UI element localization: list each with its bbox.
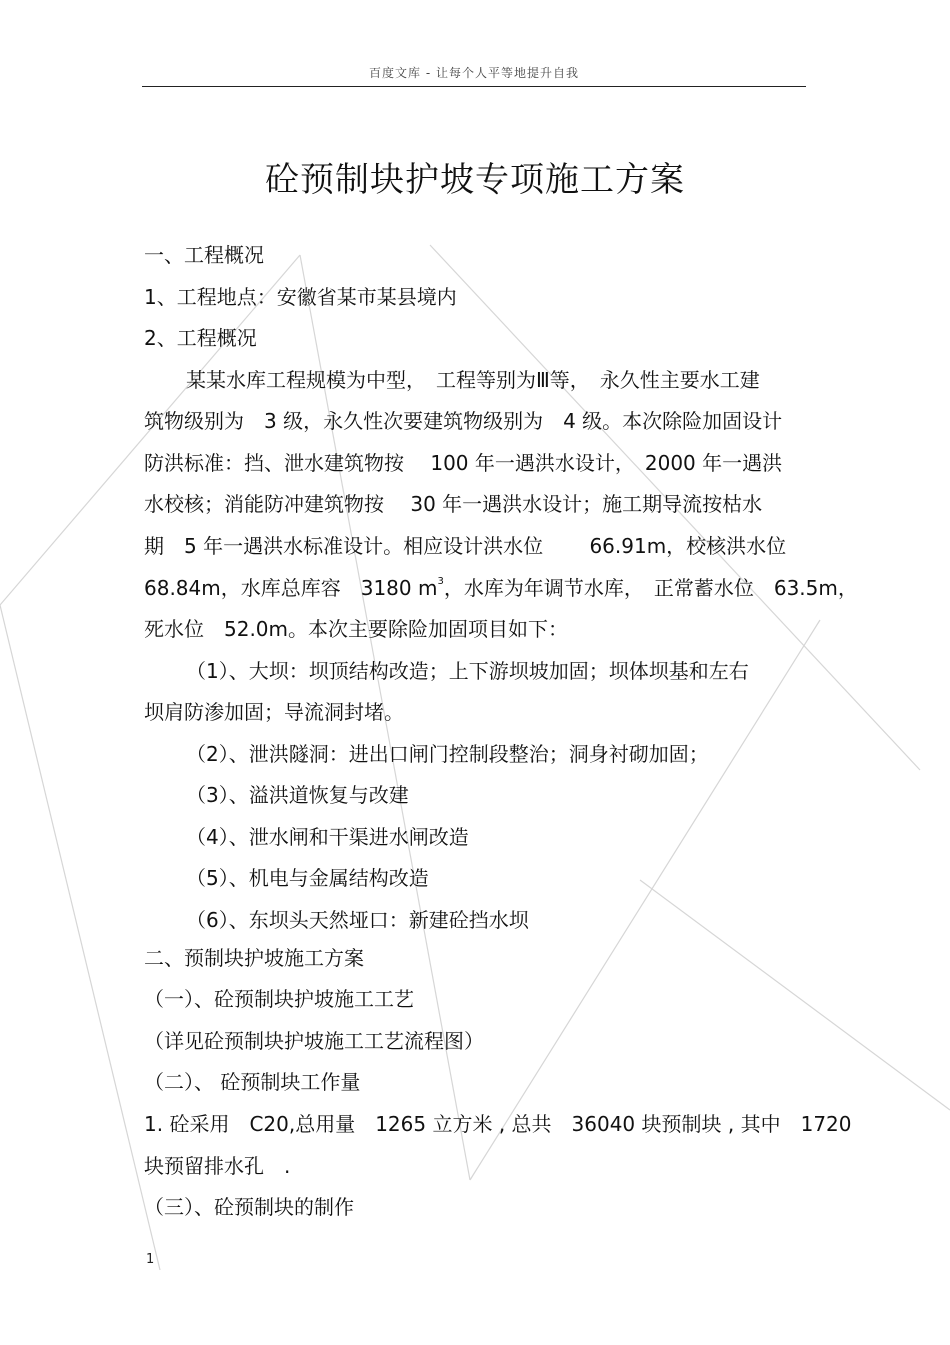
paragraph-line-capacity	[144, 574, 858, 607]
page-header: 百度文库 - 让每个人平等地提升自我	[369, 66, 579, 80]
paragraph-line: 防洪标准：挡、泄水建筑物按 100 年一遇洪水设计， 2000 年一遇洪	[144, 451, 783, 475]
page-number: 1	[146, 1252, 155, 1267]
subsection-heading: （二）、 砼预制块工作量	[144, 1070, 361, 1094]
section-heading-1: 一、工程概况	[144, 243, 264, 267]
paragraph-line: 筑物级别为 3 级，永久性次要建筑物级别为 4 级。本次除险加固设计	[144, 409, 783, 433]
text-segment: ，水库为年调节水库， 正常蓄水位 63.5m，	[443, 576, 858, 600]
paragraph-line: （详见砼预制块护坡施工工艺流程图）	[144, 1029, 484, 1053]
text-segment: 68.84m，水库总库容 3180 m	[144, 576, 438, 600]
list-item: （4）、泄水闸和干渠进水闸改造	[186, 825, 469, 849]
list-item: （6）、东坝头天然垭口：新建砼挡水坝	[186, 908, 529, 932]
subsection-heading: （三）、砼预制块的制作	[144, 1195, 354, 1219]
subsection-heading: （一）、砼预制块护坡施工工艺	[144, 987, 414, 1011]
document-title: 砼预制块护坡专项施工方案	[265, 160, 685, 200]
paragraph-line: 水校核；消能防冲建筑物按 30 年一遇洪水设计；施工期导流按枯水	[144, 492, 763, 516]
header-divider	[142, 86, 806, 87]
paragraph-line: 块预留排水孔 .	[144, 1154, 291, 1178]
paragraph-line: 1. 砼采用 C20,总用量 1265 立方米 , 总共 36040 块预制块 , 其中 1720	[144, 1112, 852, 1136]
list-item: （5）、机电与金属结构改造	[186, 866, 429, 890]
list-item: （3）、溢洪道恢复与改建	[186, 783, 409, 807]
paragraph-line: 某某水库工程规模为中型， 工程等别为Ⅲ等， 永久性主要水工建	[186, 368, 760, 392]
paragraph-line: 死水位 52.0m。本次主要除险加固项目如下：	[144, 617, 569, 641]
list-item: （2）、泄洪隧洞：进出口闸门控制段整治；洞身衬砌加固；	[186, 742, 709, 766]
superscript: 3	[437, 576, 444, 587]
paragraph-line: 1、工程地点：安徽省某市某县境内	[144, 285, 457, 309]
paragraph-line: 期 5 年一遇洪水标准设计。相应设计洪水位 66.91m，校核洪水位	[144, 534, 787, 558]
section-heading-2: 二、预制块护坡施工方案	[144, 946, 364, 970]
list-item-continuation: 坝肩防渗加固；导流洞封堵。	[144, 700, 404, 724]
list-item: （1）、大坝：坝顶结构改造；上下游坝坡加固；坝体坝基和左右	[186, 659, 749, 683]
paragraph-line: 2、工程概况	[144, 326, 257, 350]
